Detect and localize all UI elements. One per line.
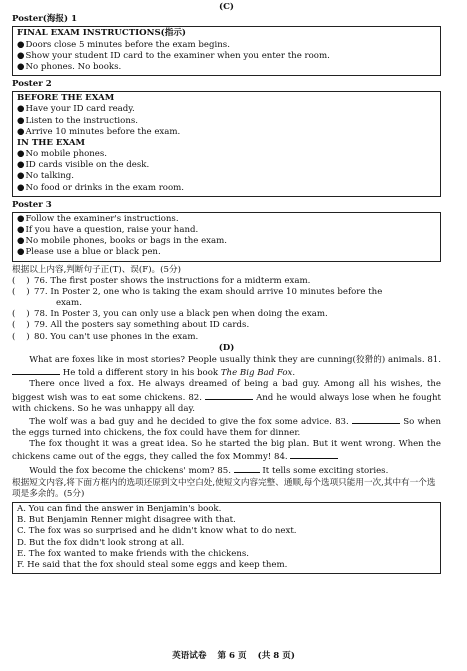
poster2-title: Poster 2 bbox=[12, 79, 52, 90]
tf-question-77-continued: exam. bbox=[56, 298, 82, 309]
poster2-item: ● ID cards visible on the desk. bbox=[17, 160, 436, 171]
poster2-item: ● Arrive 10 minutes before the exam. bbox=[17, 127, 436, 138]
poster1-item: ● No phones. No books. bbox=[17, 62, 436, 73]
blank-82[interactable] bbox=[205, 391, 253, 400]
poster2-box bbox=[12, 91, 441, 197]
tf-questions bbox=[12, 276, 441, 343]
blank-85[interactable] bbox=[234, 464, 260, 473]
section-c-label: (C) bbox=[219, 2, 234, 12]
poster2-item: ● Listen to the instructions. bbox=[17, 116, 436, 127]
blank-84[interactable] bbox=[290, 450, 338, 459]
tf-question-78: ( ) 78. In Poster 3, you can only use a black pen when doing the exam. bbox=[12, 309, 328, 320]
poster1-box bbox=[12, 26, 441, 76]
passage-paragraph-2: There once lived a fox. He always dreamed of being a bad guy. Among all his wishes, the biggest wish was to eat some chickens. 82. And he would always lose when he fought with chickens. So he was unhappy all day. bbox=[12, 379, 441, 414]
poster3-item: ● If you have a question, raise your hand. bbox=[17, 225, 436, 236]
footer-page: 第 6 页 bbox=[217, 651, 247, 661]
poster2-item: ● Have your ID card ready. bbox=[17, 104, 436, 115]
passage-paragraph-4: The fox thought it was a great idea. So he started the big plan. But it went wrong. When the chickens came out of the eggs, they called the fox Mommy! 84. bbox=[12, 439, 441, 463]
tf-instruction: 根据以上内容,判断句子正(T)、误(F)。(5分) bbox=[12, 264, 181, 275]
blank-81[interactable] bbox=[12, 366, 60, 375]
poster1-title: Poster(海报) 1 bbox=[12, 14, 78, 25]
passage-paragraph-3: The wolf was a bad guy and he decided to give the fox some advice. 83. So when the eggs turned into chickens, the fox could have them for dinner. bbox=[12, 416, 441, 439]
section-d-label: (D) bbox=[218, 342, 235, 353]
fill-instruction: 根据短文内容,将下面方框内的选项还原到文中空白处,使短文内容完整、通顺,每个选项只能用一次,其中有一个选项是多余的。(5分) bbox=[12, 477, 436, 499]
poster3-item: ● No mobile phones, books or bags in the exam. bbox=[17, 236, 436, 247]
answer-slot[interactable]: ( ) bbox=[12, 309, 30, 320]
book-title: The Big Bad Fox bbox=[220, 368, 293, 379]
option-d: D. But the fox didn't look strong at all. bbox=[17, 537, 185, 548]
poster1-heading: FINAL EXAM INSTRUCTIONS(指示) bbox=[17, 28, 186, 39]
poster2-heading-before: BEFORE THE EXAM bbox=[17, 93, 115, 104]
footer-subject: 英语试卷 bbox=[172, 651, 207, 661]
poster2-item: ● No talking. bbox=[17, 171, 436, 182]
poster1-item: ● Doors close 5 minutes before the exam begins. bbox=[17, 40, 436, 51]
answer-slot[interactable]: ( ) bbox=[12, 286, 30, 297]
answer-slot[interactable]: ( ) bbox=[12, 331, 30, 342]
answer-slot[interactable]: ( ) bbox=[12, 320, 30, 331]
tf-question-77: ( ) 77. In Poster 2, one who is taking the exam should arrive 10 minutes before the bbox=[12, 286, 383, 297]
poster3-title: Poster 3 bbox=[12, 199, 52, 210]
tf-question-80: ( ) 80. You can't use phones in the exam. bbox=[12, 331, 199, 342]
poster2-item: ● No mobile phones. bbox=[17, 149, 436, 160]
option-b: B. But Benjamin Renner might disagree with that. bbox=[17, 515, 236, 526]
option-c: C. The fox was so surprised and he didn't know what to do next. bbox=[17, 526, 297, 537]
option-f: F. He said that the fox should steal some eggs and keep them. bbox=[17, 559, 288, 570]
answer-slot[interactable]: ( ) bbox=[12, 275, 30, 286]
poster1-item: ● Show your student ID card to the examiner when you enter the room. bbox=[17, 51, 436, 62]
blank-83[interactable] bbox=[352, 415, 400, 424]
option-e: E. The fox wanted to make friends with the chickens. bbox=[17, 548, 250, 559]
option-a: A. You can find the answer in Benjamin's book. bbox=[17, 504, 222, 515]
poster3-item: ● Please use a blue or black pen. bbox=[17, 247, 436, 258]
poster2-heading-in: IN THE EXAM bbox=[17, 137, 86, 148]
footer-total: (共 8 页) bbox=[257, 651, 295, 661]
passage-paragraph-5: Would the fox become the chickens' mom? 85. It tells some exciting stories. bbox=[29, 465, 389, 476]
tf-question-76: ( ) 76. The first poster shows the instructions for a midterm exam. bbox=[12, 275, 311, 286]
options-box bbox=[12, 502, 441, 574]
page-footer bbox=[0, 651, 467, 662]
poster3-item: ● Follow the examiner's instructions. bbox=[17, 214, 436, 225]
tf-question-79: ( ) 79. All the posters say something about ID cards. bbox=[12, 320, 250, 331]
poster3-box bbox=[12, 212, 441, 262]
passage-paragraph-1: What are foxes like in most stories? People usually think they are cunning(狡猾的) animals. 81. He told a different story in his book The Big Bad Fox. bbox=[12, 355, 441, 379]
poster2-item: ● No food or drinks in the exam room. bbox=[17, 183, 436, 194]
